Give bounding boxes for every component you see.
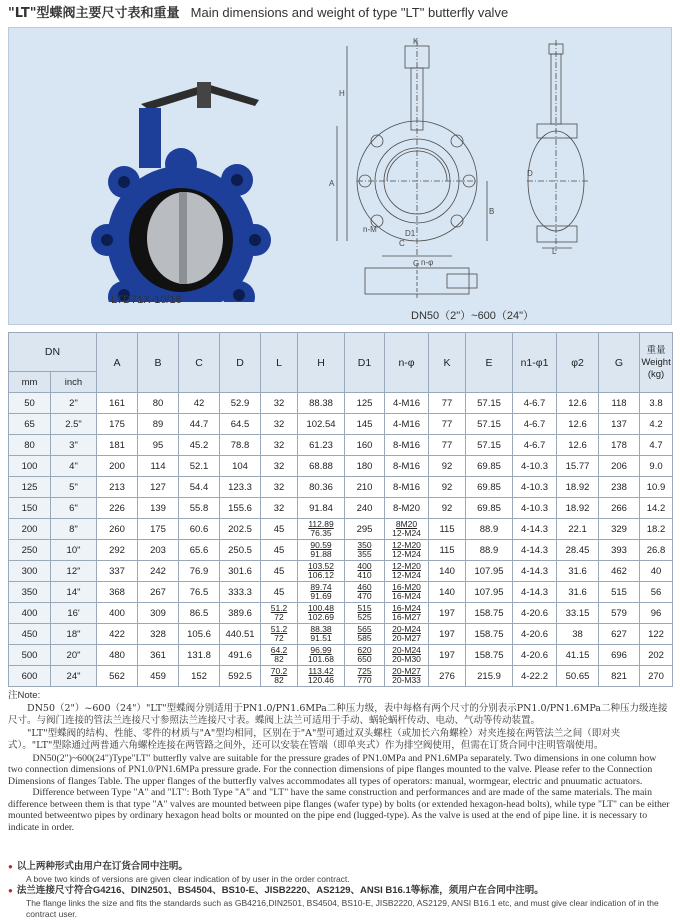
table-cell: 60.6 [179,519,220,540]
table-cell: 69.85 [466,456,513,477]
table-row [9,498,673,519]
table-cell: 579 [599,603,640,624]
table-cell: 8-M16 [385,435,429,456]
table-cell: 104 [220,456,261,477]
table-row [9,582,673,603]
table-cell: 270 [640,666,673,687]
table-cell: 4-6.7 [513,435,557,456]
table-cell: 210 [345,477,385,498]
table-cell: 50 [9,393,51,414]
table-cell: 3.8 [640,393,673,414]
table-cell: 361 [138,645,179,666]
header-col: L [261,333,298,393]
table-cell: 90.59 91.88 [298,540,345,561]
table-cell: 161 [97,393,138,414]
dim-K: K [413,37,419,46]
header-col: E [466,333,513,393]
table-cell: 41.15 [557,645,599,666]
table-cell: 57.15 [466,435,513,456]
table-cell: 4-22.2 [513,666,557,687]
table-cell: 15.77 [557,456,599,477]
table-cell: 292 [97,540,138,561]
note-en-2: Difference between Type "A" and "LT": Both Type "A" and "LT" have the same construction and performances and are made of the same materials. The main difference between them is that type "A" valves are mounted between pipe flanges (wafer type) by bolts (or extended hexagon-head bolts), while type "LT" can be either mounted betweentwo pipes by ordinary hexagon head bolts or mounted on the pipe end (lugged-type). As the valve is used at the end of pipe line. it is necessary to indicate in order. [8,787,670,833]
table-cell: 4-20.6 [513,624,557,645]
table-cell: 103.52 106.12 [298,561,345,582]
table-cell: 32 [261,414,298,435]
table-cell: 102.54 [298,414,345,435]
table-cell: 45 [261,519,298,540]
table-cell: 8-M20 [385,498,429,519]
table-cell: 77 [429,414,466,435]
table-cell: 9.0 [640,456,673,477]
table-cell: 16-M24 16-M27 [385,603,429,624]
table-cell: 4-14.3 [513,582,557,603]
table-cell: 200 [97,456,138,477]
table-cell: 181 [97,435,138,456]
table-cell: 238 [599,477,640,498]
table-cell: 131.8 [179,645,220,666]
dim-D1: D1 [405,229,416,238]
header-weight [640,333,673,393]
table-cell: 100.48 102.69 [298,603,345,624]
header-col: B [138,333,179,393]
table-cell: 115 [429,540,466,561]
table-cell: 52.9 [220,393,261,414]
table-cell: 91.84 [298,498,345,519]
table-cell: 175 [138,519,179,540]
table-cell: 64.5 [220,414,261,435]
table-cell: 276 [429,666,466,687]
table-cell: 160 [345,435,385,456]
header-col: D [220,333,261,393]
table-cell: 12.6 [557,393,599,414]
table-cell: 4.7 [640,435,673,456]
table-cell: 18.2 [640,519,673,540]
table-cell: 460 470 [345,582,385,603]
table-cell: 69.85 [466,498,513,519]
table-cell: 400 410 [345,561,385,582]
table-cell: 139 [138,498,179,519]
table-row [9,540,673,561]
header-col: n-φ [385,333,429,393]
dim-D: D [527,169,533,178]
table-cell: 78.8 [220,435,261,456]
table-cell: 76.9 [179,561,220,582]
table-cell: 3" [51,435,97,456]
table-cell: 100 [9,456,51,477]
table-cell: 24" [51,666,97,687]
table-cell: 45 [261,561,298,582]
table-cell: 33.15 [557,603,599,624]
table-cell: 31.6 [557,582,599,603]
table-cell: 821 [599,666,640,687]
header-col: n1-φ1 [513,333,557,393]
table-cell: 118 [599,393,640,414]
table-cell: 203 [138,540,179,561]
table-cell: 600 [9,666,51,687]
table-cell: 462 [599,561,640,582]
table-cell: 80 [138,393,179,414]
table-cell: 197 [429,624,466,645]
table-cell: 65.6 [179,540,220,561]
table-cell: 422 [97,624,138,645]
table-cell: 592.5 [220,666,261,687]
table-cell: 4-M16 [385,393,429,414]
table-cell: 65 [9,414,51,435]
table-cell: 16' [51,603,97,624]
table-cell: 215.9 [466,666,513,687]
table-cell: 301.6 [220,561,261,582]
table-cell: 44.7 [179,414,220,435]
table-cell: 18.92 [557,477,599,498]
table-cell: 565 585 [345,624,385,645]
bullet-dot-icon: ● [8,886,13,895]
weight-unit: (kg) [647,368,665,380]
dim-nphi: n-φ [421,258,434,267]
table-cell: 152 [179,666,220,687]
table-cell: 178 [599,435,640,456]
table-cell: 88.9 [466,540,513,561]
table-cell: 77 [429,435,466,456]
dimensions-table [8,332,673,687]
header-col: φ2 [557,333,599,393]
header-dn: DN [9,333,97,372]
table-cell: 125 [9,477,51,498]
table-cell: 500 [9,645,51,666]
header-col: A [97,333,138,393]
table-cell: 12" [51,561,97,582]
table-cell: 28.45 [557,540,599,561]
header-col: G [599,333,640,393]
bullet-1-cn: 以上两种形式由用户在订货合同中注明。 [16,861,188,872]
table-cell: 515 [599,582,640,603]
table-cell: 158.75 [466,645,513,666]
table-cell: 4" [51,456,97,477]
table-cell: 400 [9,603,51,624]
table-cell: 22.1 [557,519,599,540]
table-cell: 295 [345,519,385,540]
table-cell: 123.3 [220,477,261,498]
dimension-drawing [327,36,657,306]
table-cell: 140 [429,582,466,603]
table-cell: 32 [261,498,298,519]
table-cell: 42 [179,393,220,414]
table-row [9,393,673,414]
table-cell: 57.15 [466,414,513,435]
table-cell: 32 [261,456,298,477]
table-cell: 127 [138,477,179,498]
table-cell: 8" [51,519,97,540]
table-cell: 80 [9,435,51,456]
bullet-1-en: A bove two kinds of versions are given clear indication of by user in the order contract. [26,874,350,884]
table-cell: 54.4 [179,477,220,498]
table-cell: 12-M20 12-M24 [385,561,429,582]
table-cell: 20" [51,645,97,666]
table-cell: 4-20.6 [513,603,557,624]
table-cell: 491.6 [220,645,261,666]
dim-C: C [399,239,405,248]
table-cell: 64.2 82 [261,645,298,666]
table-cell: 77 [429,393,466,414]
table-cell: 4-M16 [385,414,429,435]
note-en-1: DN50(2")~600(24")Type"LT" butterfly valve are suitable for the pressure grades of PN1.0MPa and PN1.6MPa separately. Two dimensions in one column how two connection dimensions of PN1.0/PN1.6MPa pressure grade. For the connection dimensions of pipe flanges mounted to the valve. Please refer to the Connection Dimensions of flanges Table. The upper flanges of the butterfly valves accommodates all types of operators: manual, wormgear, electric and pnuumatic actuators. [8,752,657,787]
table-cell: 32 [261,477,298,498]
table-cell: 61.23 [298,435,345,456]
bullet-2-en: The flange links the size and fits the standards such as GB4216,DIN2501, BS4504, BS10-E, JISB2220, AS2129, ANSI B16.1 etc, and must give clear indication of in the contract user. [26,898,659,919]
table-cell: 202.5 [220,519,261,540]
notes [8,690,672,833]
table-cell: 260 [97,519,138,540]
table-cell: 480 [97,645,138,666]
table-cell: 4-10.3 [513,498,557,519]
table-cell: 300 [9,561,51,582]
table-cell: 8M20 12-M24 [385,519,429,540]
table-cell: 95 [138,435,179,456]
table-cell: 206 [599,456,640,477]
table-cell: 725 770 [345,666,385,687]
table-cell: 96.99 101.68 [298,645,345,666]
header-mm: mm [9,372,51,393]
table-cell: 107.95 [466,561,513,582]
table-cell: 45 [261,540,298,561]
table-cell: 76.5 [179,582,220,603]
table-row [9,435,673,456]
table-cell: 89 [138,414,179,435]
table-cell: 5" [51,477,97,498]
header-col: C [179,333,220,393]
table-cell: 202 [640,645,673,666]
table-cell: 250 [9,540,51,561]
bullet-2 [8,880,672,920]
table-cell: 393 [599,540,640,561]
weight-en: Weight [641,356,671,368]
table-cell: 620 650 [345,645,385,666]
table-cell: 226 [97,498,138,519]
table-cell: 197 [429,603,466,624]
table-cell: 515 525 [345,603,385,624]
table-cell: 8-M16 [385,477,429,498]
table-cell: 45 [261,582,298,603]
table-cell: 267 [138,582,179,603]
header-col: H [298,333,345,393]
table-cell: 55.8 [179,498,220,519]
table-cell: 14.2 [640,498,673,519]
table-cell: 350 [9,582,51,603]
table-row [9,519,673,540]
table-cell: 89.74 91.69 [298,582,345,603]
table-row [9,456,673,477]
table-cell: 440.51 [220,624,261,645]
page-title [8,2,672,24]
table-cell: 8-M16 [385,456,429,477]
table-row [9,624,673,645]
table-cell: 213 [97,477,138,498]
table-cell: 266 [599,498,640,519]
table-row [9,645,673,666]
header-row [9,333,673,372]
table-row [9,414,673,435]
table-cell: 2.5" [51,414,97,435]
dim-nM: n-M [363,225,377,234]
table-cell: 333.3 [220,582,261,603]
table-cell: 31.6 [557,561,599,582]
note-cn-2: "LT"型蝶阀的结构、性能、零件的材质与"A"型均相同，区别在于"A"型可通过双头螺柱（或加长六角螺栓）对夹连接在两管法兰之间（即对夹式）。"LT"型除通过两普通六角螺栓连接在两管路之间外，还可以安装在管端（即单夹式）作为排空阀使用，但需在订货合同中注明管端使用。 [8,727,621,751]
table-cell: 32 [261,393,298,414]
bullet-dot-icon: ● [8,862,13,871]
table-cell: 32 [261,435,298,456]
table-cell: 92 [429,456,466,477]
table-cell: 250.5 [220,540,261,561]
table-cell: 389.6 [220,603,261,624]
table-cell: 2" [51,393,97,414]
table-cell: 4-20.6 [513,645,557,666]
table-cell: 96 [640,603,673,624]
table-cell: 112.89 76.35 [298,519,345,540]
table-cell: 4-6.7 [513,393,557,414]
table-cell: 329 [599,519,640,540]
table-cell: 45.2 [179,435,220,456]
table-cell: 26.8 [640,540,673,561]
table-cell: 696 [599,645,640,666]
table-cell: 107.95 [466,582,513,603]
table-cell: 4-14.3 [513,519,557,540]
table-cell: 459 [138,666,179,687]
table-cell: 140 [429,561,466,582]
table-cell: 4-14.3 [513,540,557,561]
table-cell: 51.2 72 [261,603,298,624]
table-cell: 562 [97,666,138,687]
table-cell: 18.92 [557,498,599,519]
table-cell: 52.1 [179,456,220,477]
table-cell: 4.2 [640,414,673,435]
dim-G: G [413,259,420,268]
table-cell: 200 [9,519,51,540]
table-cell: 4-10.3 [513,477,557,498]
table-cell: 70.2 82 [261,666,298,687]
table-cell: 368 [97,582,138,603]
table-cell: 51.2 72 [261,624,298,645]
table-row [9,666,673,687]
table-cell: 20-M24 20-M30 [385,645,429,666]
table-cell: 38 [557,624,599,645]
table-body [9,393,673,687]
dim-A: A [329,179,335,188]
table-cell: 122 [640,624,673,645]
table-cell: 155.6 [220,498,261,519]
dim-H: H [339,89,345,98]
table-cell: 10" [51,540,97,561]
table-cell: 4-6.7 [513,414,557,435]
table-cell: 50.65 [557,666,599,687]
table-cell: 4-14.3 [513,561,557,582]
title-en: Main dimensions and weight of type "LT" butterfly valve [190,5,509,20]
table-cell: 400 [97,603,138,624]
table-cell: 627 [599,624,640,645]
table-cell: 158.75 [466,624,513,645]
valve-photo [79,42,319,302]
note-cn-1: DN50（2"）~600（24"）"LT"型蝶阀分别适用于PN1.0/PN1.6MPa二种压力级，表中每格有两个尺寸的分别表示PN1.0/PN1.6MPa二种压力级连接尺寸。与阀门连接的管法兰连接尺寸参照法兰连接尺寸表。蝶阀上法兰可适用于手动、蜗轮蜗杆传动、电动、气动等传动装置。 [8,702,668,726]
weight-cn: 重量 [646,344,666,356]
table-cell: 88.38 [298,393,345,414]
table-cell: 6" [51,498,97,519]
table-cell: 113.42 120.46 [298,666,345,687]
table-cell: 137 [599,414,640,435]
table-cell: 197 [429,645,466,666]
table-cell: 180 [345,456,385,477]
table-cell: 12.6 [557,435,599,456]
table-cell: 20-M27 20-M33 [385,666,429,687]
figure-panel [8,27,672,325]
table-cell: 4-10.3 [513,456,557,477]
table-cell: 40 [640,561,673,582]
photo-label: LTD71X-10/16 [111,294,182,306]
dim-B: B [489,207,495,216]
table-cell: 450 [9,624,51,645]
table-cell: 10.9 [640,477,673,498]
table-cell: 309 [138,603,179,624]
table-cell: 115 [429,519,466,540]
table-cell: 12.6 [557,414,599,435]
header-col: D1 [345,333,385,393]
table-cell: 14" [51,582,97,603]
dim-L: L [552,247,557,256]
table-row [9,603,673,624]
table-cell: 242 [138,561,179,582]
table-cell: 68.88 [298,456,345,477]
table-cell: 18" [51,624,97,645]
table-row [9,561,673,582]
drawing-label: DN50（2"）~600（24"） [411,310,535,322]
header-inch: inch [51,372,97,393]
table-cell: 56 [640,582,673,603]
table-cell: 105.6 [179,624,220,645]
table-cell: 12-M20 12-M24 [385,540,429,561]
table-cell: 150 [9,498,51,519]
table-cell: 145 [345,414,385,435]
table-cell: 175 [97,414,138,435]
title-cn: "LT"型蝶阀主要尺寸表和重量 [8,6,180,21]
table-cell: 92 [429,498,466,519]
table-cell: 86.5 [179,603,220,624]
header-col: K [429,333,466,393]
note-label: 注Note: [8,690,41,701]
table-cell: 69.85 [466,477,513,498]
table-cell: 337 [97,561,138,582]
table-cell: 125 [345,393,385,414]
table-cell: 92 [429,477,466,498]
table-cell: 114 [138,456,179,477]
table-cell: 88.9 [466,519,513,540]
table-cell: 240 [345,498,385,519]
table-cell: 20-M24 20-M27 [385,624,429,645]
table-cell: 328 [138,624,179,645]
table-cell: 57.15 [466,393,513,414]
table-cell: 80.36 [298,477,345,498]
table-row [9,477,673,498]
table-cell: 16-M20 16-M24 [385,582,429,603]
bullet-2-cn: 法兰连接尺寸符合G4216、DIN2501、BS4504、BS10-E、JISB2220、AS2129、ANSI B16.1等标准，须用户在合同中注明。 [16,885,544,896]
table-cell: 350 355 [345,540,385,561]
table-cell: 88.38 91.51 [298,624,345,645]
table-cell: 158.75 [466,603,513,624]
